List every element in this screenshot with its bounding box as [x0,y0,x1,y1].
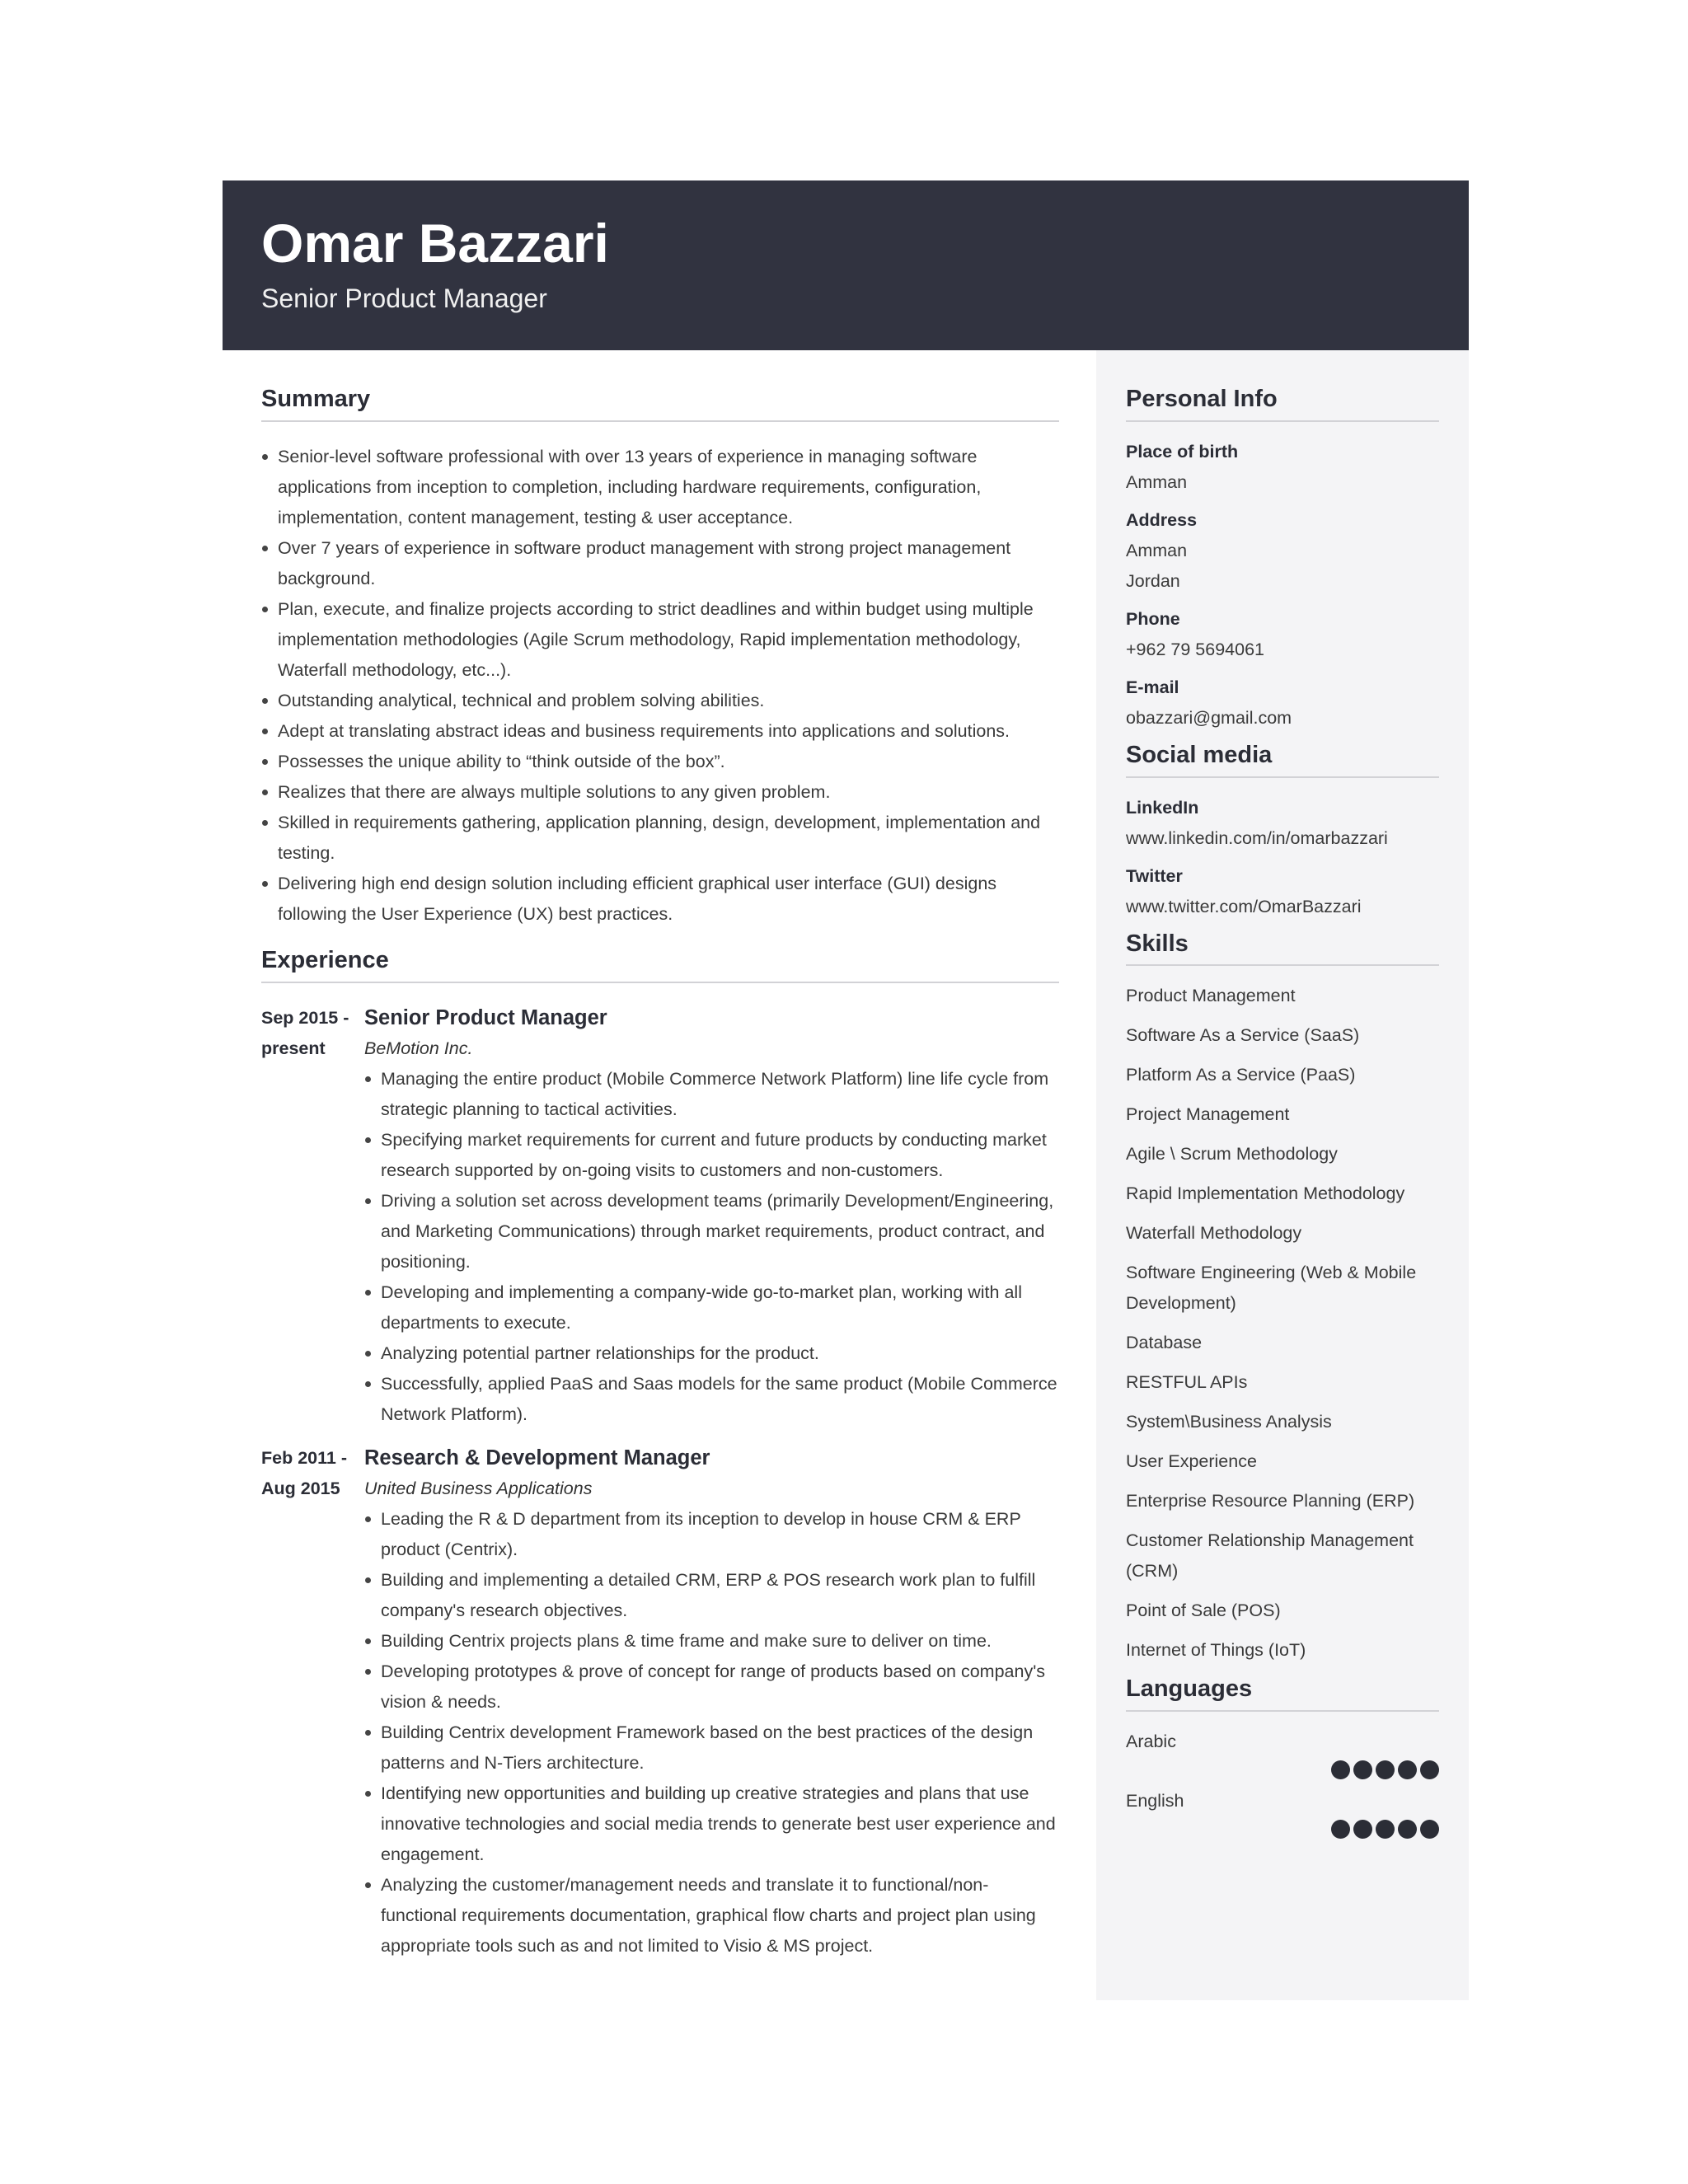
skill-item: Agile \ Scrum Methodology [1126,1144,1338,1165]
filled-dot-icon [1353,1760,1372,1779]
skill-item: System\Business Analysis [1126,1412,1332,1432]
skill-item: Database [1126,1333,1203,1353]
summary-item: Delivering high end design solution including efficient graphical user interface (GUI) designs following the User Experience (UX) best practices. [261,869,1059,930]
languages-section [1126,1675,1439,1839]
experience-section [261,946,1059,1961]
job-duties-list [364,1064,1059,1430]
social-media-section [1126,741,1439,922]
summary-item: Over 7 years of experience in software product management with strong project management background. [261,533,1059,594]
linkedin-link[interactable]: www.linkedin.com/in/omarbazzari [1126,827,1388,848]
skills-list [1126,981,1439,1666]
filled-dot-icon [1353,1820,1372,1839]
summary-item: Outstanding analytical, technical and problem solving abilities. [261,686,1059,716]
place-of-birth-label: Place of birth [1126,441,1239,462]
personal-info-title: Personal Info [1126,385,1439,422]
summary-item: Adept at translating abstract ideas and business requirements into applications and solutions. [261,716,1059,747]
job-duties-list [364,1504,1059,1961]
resume-page [223,180,1469,2000]
filled-dot-icon [1420,1760,1439,1779]
filled-dot-icon [1331,1760,1350,1779]
summary-section [261,385,1059,930]
job-company: BeMotion Inc. [364,1038,473,1058]
job-company: United Business Applications [364,1478,593,1498]
place-of-birth-value: Amman [1126,471,1188,492]
phone-group [1126,604,1439,665]
summary-item: Possesses the unique ability to “think outside of the box”. [261,747,1059,777]
job-duty-item: Developing prototypes & prove of concept for range of products based on company's vision & needs. [364,1657,1059,1718]
experience-title: Experience [261,946,1059,983]
job-duty-item: Specifying market requirements for current and future products by conducting market research supported by on-going visits to customers and non-customers. [364,1125,1059,1186]
job-duty-item: Building Centrix development Framework based on the best practices of the design patterns and N-Tiers architecture. [364,1718,1059,1779]
twitter-label: Twitter [1126,865,1183,886]
summary-list [261,442,1059,930]
skill-item: Rapid Implementation Methodology [1126,1183,1405,1204]
email-group [1126,673,1439,733]
place-of-birth-group [1126,437,1439,498]
candidate-role: Senior Product Manager [261,284,547,313]
job-details [364,1003,1059,1430]
job-date: Feb 2011 - Aug 2015 [261,1447,347,1498]
job-duty-item: Identifying new opportunities and building up creative strategies and plans that use innovative technologies and social media trends to generate best user experience and engagement. [364,1779,1059,1870]
filled-dot-icon [1376,1760,1395,1779]
job-entry [261,1443,1059,1961]
twitter-link[interactable]: www.twitter.com/OmarBazzari [1126,896,1362,916]
job-duty-item: Leading the R & D department from its inception to develop in house CRM & ERP product (Centrix). [364,1504,1059,1565]
languages-title: Languages [1126,1675,1439,1712]
skills-title: Skills [1126,930,1439,967]
address-label: Address [1126,509,1198,530]
summary-item: Plan, execute, and finalize projects according to strict deadlines and within budget using multiple implementation methodologies (Agile Scrum methodology, Rapid implementation methodology, Waterfall methodology, etc...). [261,594,1059,686]
skill-item: Point of Sale (POS) [1126,1601,1281,1621]
phone-value: +962 79 5694061 [1126,639,1264,659]
languages-list [1126,1727,1439,1839]
skill-item: Platform As a Service (PaaS) [1126,1065,1356,1085]
job-duty-item: Building and implementing a detailed CRM, ERP & POS research work plan to fulfill company's research objectives. [364,1565,1059,1626]
language-level-rating [1126,1820,1439,1839]
job-duty-item: Driving a solution set across development teams (primarily Development/Engineering, and Marketing Communications) through market requirements, product contract, and positioning. [364,1186,1059,1277]
filled-dot-icon [1331,1820,1350,1839]
skill-item: Customer Relationship Management (CRM) [1126,1530,1414,1582]
email-label: E-mail [1126,677,1179,697]
filled-dot-icon [1376,1820,1395,1839]
job-title: Senior Product Manager [364,1005,607,1029]
sidebar-column [1126,385,1439,1845]
personal-info-section [1126,385,1439,733]
skill-item: Enterprise Resource Planning (ERP) [1126,1491,1415,1511]
job-duty-item: Analyzing potential partner relationships for the product. [364,1338,1059,1369]
skill-item: Product Management [1126,986,1296,1006]
skill-item: Software Engineering (Web & Mobile Development) [1126,1263,1417,1314]
job-duty-item: Building Centrix projects plans & time frame and make sure to deliver on time. [364,1626,1059,1657]
job-duty-item: Successfully, applied PaaS and Saas models for the same product (Mobile Commerce Network Platform). [364,1369,1059,1430]
candidate-name: Omar Bazzari [261,213,609,274]
language-name: Arabic [1126,1732,1176,1752]
job-entry [261,1003,1059,1430]
filled-dot-icon [1398,1760,1417,1779]
job-title: Research & Development Manager [364,1446,710,1469]
email-value[interactable]: obazzari@gmail.com [1126,707,1292,728]
skill-item: Waterfall Methodology [1126,1223,1302,1244]
job-details [364,1443,1059,1961]
summary-item: Realizes that there are always multiple solutions to any given problem. [261,777,1059,808]
language-item [1126,1786,1439,1839]
address-group [1126,505,1439,597]
address-line-1: Amman [1126,540,1188,560]
skill-item: RESTFUL APIs [1126,1372,1248,1393]
skill-item: Software As a Service (SaaS) [1126,1025,1360,1046]
language-item [1126,1727,1439,1779]
linkedin-label: LinkedIn [1126,797,1199,818]
linkedin-group [1126,793,1439,854]
language-level-rating [1126,1760,1439,1779]
filled-dot-icon [1420,1820,1439,1839]
summary-title: Summary [261,385,1059,422]
job-duty-item: Developing and implementing a company-wide go-to-market plan, working with all departments to execute. [364,1277,1059,1338]
social-media-title: Social media [1126,741,1439,778]
job-duty-item: Managing the entire product (Mobile Commerce Network Platform) line life cycle from strategic planning to tactical activities. [364,1064,1059,1125]
language-name: English [1126,1791,1184,1811]
main-column [261,385,1059,1975]
skills-section [1126,930,1439,1666]
twitter-group [1126,861,1439,922]
resume-header [223,180,1469,350]
job-list [261,1003,1059,1961]
job-duty-item: Analyzing the customer/management needs and translate it to functional/non-functional requirements documentation, graphical flow charts and project plan using appropriate tools such as and not limited to Visio & MS project. [364,1870,1059,1961]
summary-item: Skilled in requirements gathering, application planning, design, development, implementation and testing. [261,808,1059,869]
summary-item: Senior-level software professional with over 13 years of experience in managing software applications from inception to completion, including hardware requirements, configuration, implementation, content management, testing & user acceptance. [261,442,1059,533]
address-line-2: Jordan [1126,570,1180,591]
filled-dot-icon [1398,1820,1417,1839]
skill-item: User Experience [1126,1451,1257,1472]
skill-item: Project Management [1126,1104,1290,1125]
skill-item: Internet of Things (IoT) [1126,1640,1306,1661]
job-date: Sep 2015 - present [261,1007,349,1058]
phone-label: Phone [1126,608,1180,629]
